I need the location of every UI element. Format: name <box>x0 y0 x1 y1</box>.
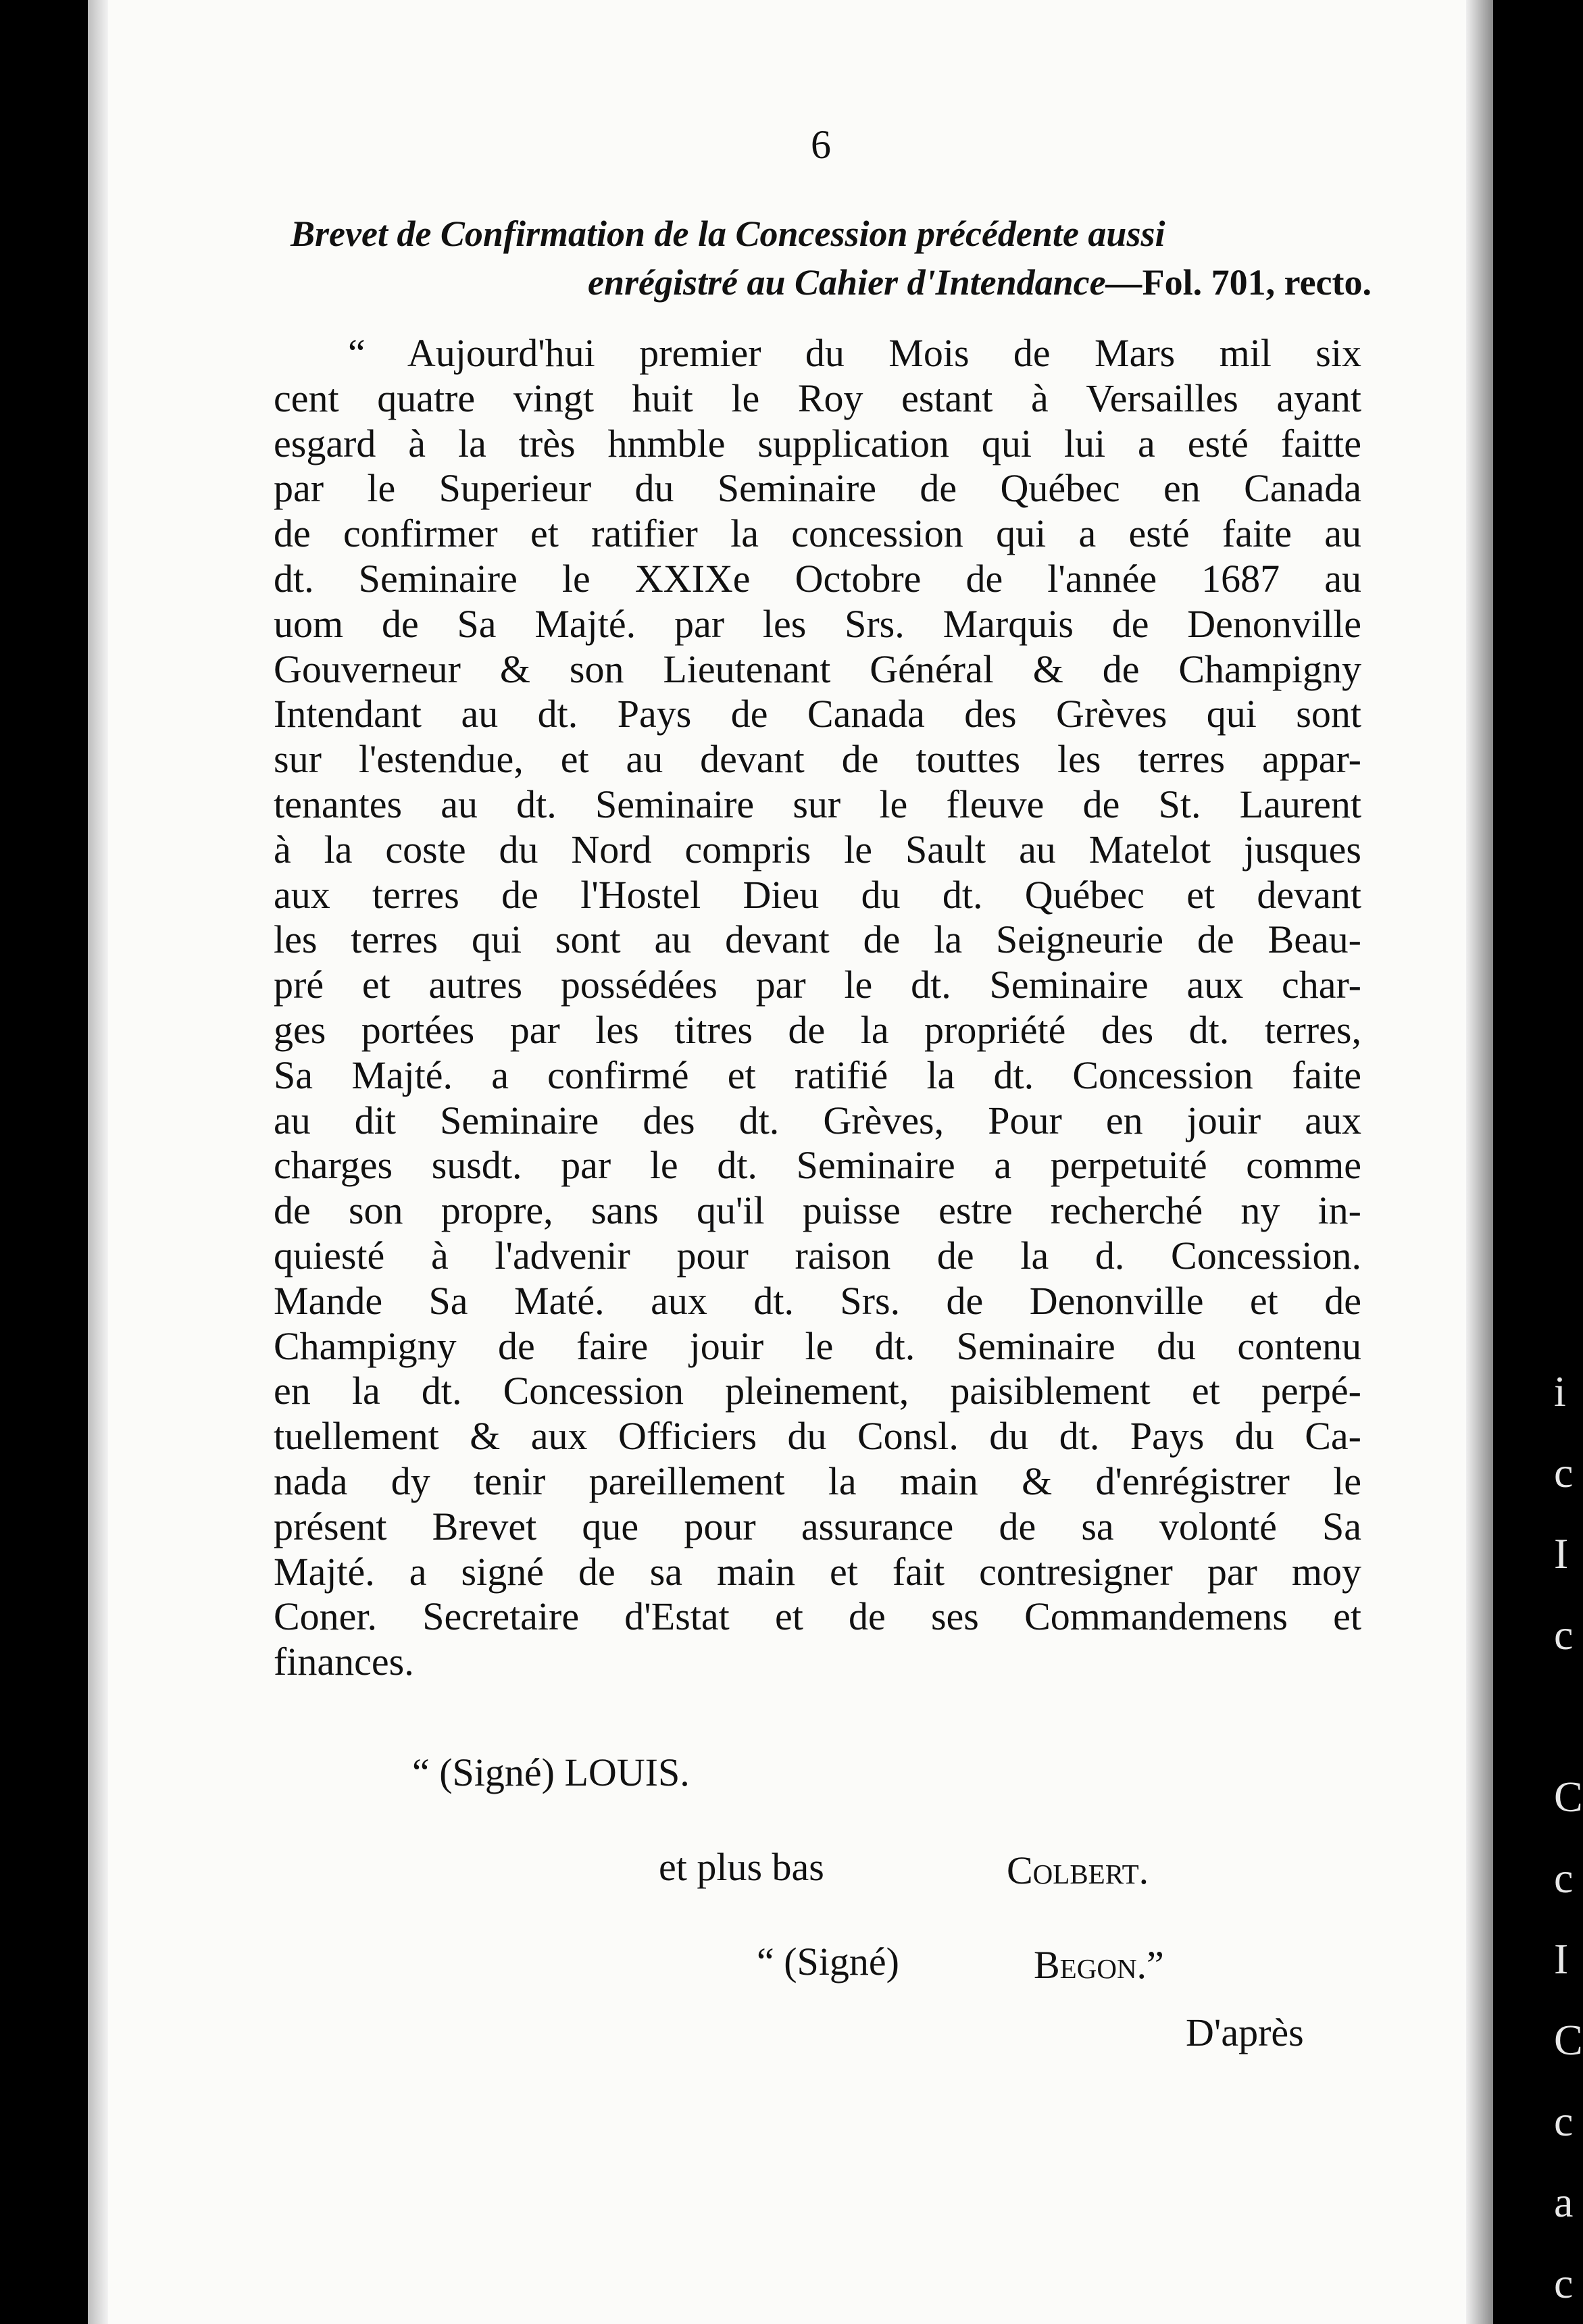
heading-line-1: Brevet de Confirmation de la Concession précédente aussi <box>291 213 1165 254</box>
body-line: Mande Sa Maté. aux dt. Srs. de Denonville et de <box>274 1278 1361 1323</box>
body-line: cent quatre vingt huit le Roy estant à Versailles ayant <box>274 376 1361 420</box>
page-gutter-shadow <box>88 0 108 2324</box>
body-line: de confirmer et ratifier la concession qui a esté faite au <box>274 511 1361 556</box>
body-line: finances. <box>274 1640 414 1684</box>
body-line: uom de Sa Majté. par les Srs. Marquis de Denonville <box>274 601 1361 646</box>
body-line: pré et autres possédées par le dt. Seminaire aux char- <box>274 963 1361 1007</box>
heading-line-2-italic: enrégistré au Cahier d'Intendance— <box>588 262 1142 303</box>
body-line: les terres qui sont au devant de la Seigneurie de Beau- <box>274 917 1361 962</box>
body-line: par le Superieur du Seminaire de Québec en Canada <box>274 466 1361 511</box>
signature-colbert: Colbert. <box>1007 1848 1149 1892</box>
adjacent-page-text-fragments: i c I c C c I C c a c <box>1554 1367 1583 2307</box>
page-fore-edge-shadow <box>1466 0 1493 2324</box>
body-line: Intendant au dt. Pays de Canada des Grèves qui sont <box>274 692 1361 736</box>
body-line: dt. Seminaire le XXIXe Octobre de l'année 1687 au <box>274 556 1361 601</box>
body-line: Sa Majté. a confirmé et ratifié la dt. Concession faite <box>274 1053 1361 1097</box>
heading-line-2 <box>291 258 1372 307</box>
body-line: de son propre, sans qu'il puisse estre recherché ny in- <box>274 1188 1361 1233</box>
body-line: Coner. Secretaire d'Estat et de ses Commandemens et <box>274 1594 1361 1639</box>
body-line: charges susdt. par le dt. Seminaire a perpetuité comme <box>274 1143 1361 1188</box>
page-number: 6 <box>811 122 831 167</box>
body-line: Gouverneur & son Lieutenant Général & de Champigny <box>274 647 1361 691</box>
signature-begon: Begon.” <box>1034 1943 1164 1987</box>
body-line: en la dt. Concession pleinement, paisiblement et perpé- <box>274 1369 1361 1413</box>
catchword: D'après <box>1186 2011 1304 2054</box>
signature-louis: “ (Signé) LOUIS. <box>412 1750 690 1794</box>
body-line: tenantes au dt. Seminaire sur le fleuve de St. Laurent <box>274 782 1361 826</box>
document-body-text <box>274 331 1361 1685</box>
signature-signe-label: “ (Signé) <box>757 1940 899 1984</box>
body-line: Champigny de faire jouir le dt. Seminaire du contenu <box>274 1323 1361 1368</box>
body-line: quiesté à l'advenir pour raison de la d. Concession. <box>274 1233 1361 1278</box>
body-line: à la coste du Nord compris le Sault au Matelot jusques <box>274 827 1361 872</box>
body-line: Majté. a signé de sa main et fait contresigner par moy <box>274 1549 1361 1594</box>
body-line: aux terres de l'Hostel Dieu du dt. Québec et devant <box>274 872 1361 917</box>
body-line: au dit Seminaire des dt. Grèves, Pour en jouir aux <box>274 1098 1361 1142</box>
section-heading <box>291 209 1372 307</box>
heading-folio-reference: Fol. 701, recto. <box>1142 262 1372 303</box>
body-line: présent Brevet que pour assurance de sa volonté Sa <box>274 1504 1361 1548</box>
et-plus-bas-label: et plus bas <box>659 1845 824 1889</box>
body-line: ges portées par les titres de la propriété des dt. terres, <box>274 1007 1361 1052</box>
body-line: tuellement & aux Officiers du Consl. du dt. Pays du Ca- <box>274 1414 1361 1459</box>
body-line: esgard à la très hnmble supplication qui lui a esté faitte <box>274 421 1361 465</box>
body-line: nada dy tenir pareillement la main & d'enrégistrer le <box>274 1459 1361 1503</box>
body-line: “ Aujourd'hui premier du Mois de Mars mil six <box>348 331 1361 375</box>
body-line: sur l'estendue, et au devant de touttes les terres appar- <box>274 737 1361 782</box>
